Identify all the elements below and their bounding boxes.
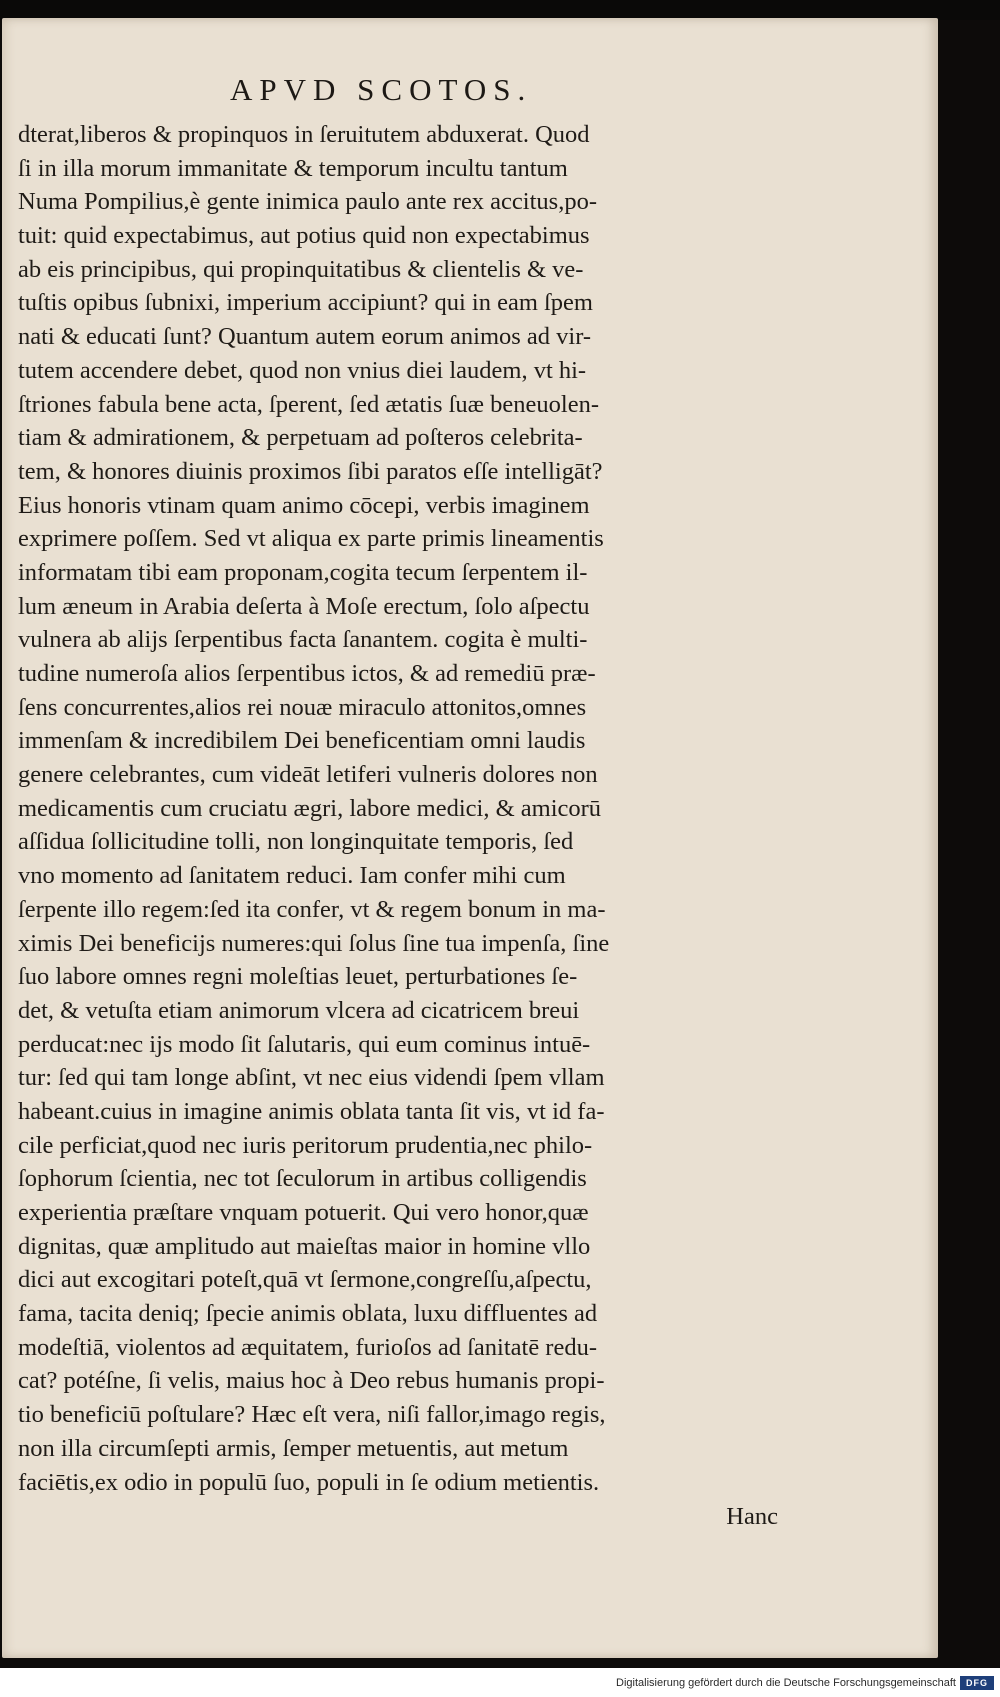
text-line: ximis Dei beneficijs numeres:qui ſolus ſine tua impenſa, ſine — [18, 929, 610, 957]
text-line: tutem accendere debet, quod non vnius diei laudem, vt hi- — [18, 356, 587, 384]
text-line: ab eis principibus, qui propinquitatibus & clientelis & ve- — [18, 255, 584, 283]
text-line: aſſidua ſollicitudine tolli, non longinquitate temporis, ſed — [18, 828, 574, 856]
text-line: tuit: quid expectabimus, aut potius quid non expectabimus — [18, 222, 590, 250]
text-line: dterat,liberos & propinquos in ſeruitutem abduxerat. Quod — [18, 121, 590, 148]
text-line: ſophorum ſcientia, nec tot ſeculorum in artibus colligendis — [18, 1165, 587, 1193]
text-line: tio beneficiū poſtulare? Hæc eſt vera, niſi fallor,imago regis, — [18, 1401, 606, 1429]
text-line: tem, & honores diuinis proximos ſibi paratos eſſe intelligāt? — [18, 457, 603, 485]
text-line: fama, tacita deniq; ſpecie animis oblata, luxu diffluentes ad — [18, 1300, 598, 1328]
page-body-text — [18, 118, 778, 1499]
text-line: Eius honoris vtinam quam animo cōcepi, verbis imaginem — [18, 491, 590, 519]
text-line: dici aut excogitari poteſt,quā vt ſermone,congreſſu,aſpectu, — [18, 1266, 592, 1294]
text-line: informatam tibi eam proponam,cogita tecum ſerpentem il- — [18, 558, 588, 586]
text-line: tiam & admirationem, & perpetuam ad poſteros celebrita- — [18, 424, 583, 452]
text-line: det, & vetuſta etiam animorum vlcera ad cicatricem breui — [18, 996, 580, 1024]
text-line: tur: ſed qui tam longe abſint, vt nec eius videndi ſpem vllam — [18, 1064, 605, 1092]
text-line: Numa Pompilius,è gente inimica paulo ante rex accitus,po- — [18, 188, 597, 216]
text-line: exprimere poſſem. Sed vt aliqua ex parte primis lineamentis — [18, 525, 604, 553]
dfg-logo-icon: DFG — [960, 1676, 994, 1690]
text-line: non illa circumſepti armis, ſemper metuentis, aut metum — [18, 1434, 569, 1462]
text-line: lum æneum in Arabia deſerta à Moſe erectum, ſolo aſpectu — [18, 592, 590, 620]
text-line: medicamentis cum cruciatu ægri, labore medici, & amicorū — [18, 794, 602, 822]
text-line: ſi in illa morum immanitate & temporum incultu tantum — [18, 154, 568, 182]
catchword: Hanc — [726, 1503, 778, 1530]
text-line: vno momento ad ſanitatem reduci. Iam confer mihi cum — [18, 862, 566, 890]
text-line: tuſtis opibus ſubnixi, imperium accipiunt? qui in eam ſpem — [18, 289, 593, 317]
text-line: ſens concurrentes,alios rei nouæ miraculo attonitos,omnes — [18, 693, 587, 721]
text-line: tudine numeroſa alios ſerpentibus ictos, & ad remediū præ- — [18, 660, 596, 687]
text-line: immenſam & incredibilem Dei beneficentiam omni laudis — [18, 727, 586, 755]
text-line: ſtriones fabula bene acta, ſperent, ſed ætatis ſuæ beneuolen- — [18, 390, 599, 418]
text-line: genere celebrantes, cum videāt letiferi vulneris dolores non — [18, 761, 598, 789]
text-line: ſuo labore omnes regni moleſtias leuet, perturbationes ſe- — [18, 963, 578, 991]
text-line: nati & educati ſunt? Quantum autem eorum animos ad vir- — [18, 323, 592, 351]
text-line: perducat:nec ijs modo ſit ſalutaris, qui eum cominus intuē- — [18, 1030, 591, 1058]
text-line: modeſtiā, violentos ad æquitatem, furioſos ad ſanitatē redu- — [18, 1333, 598, 1361]
text-line: ſerpente illo regem:ſed ita confer, vt & regem bonum in ma- — [18, 895, 606, 923]
text-line: cile perficiat,quod nec iuris peritorum prudentia,nec philo- — [18, 1131, 593, 1159]
scan-backdrop — [0, 0, 1000, 20]
text-line: dignitas, quæ amplitudo aut maieſtas maior in homine vllo — [18, 1232, 591, 1260]
text-line: habeant.cuius in imagine animis oblata tanta ſit vis, vt id fa- — [18, 1097, 605, 1125]
text-line: cat? potéſne, ſi velis, maius hoc à Deo rebus humanis propi- — [18, 1367, 605, 1395]
running-title: APVD SCOTOS. — [230, 72, 533, 107]
text-line: vulnera ab alijs ſerpentibus facta ſanantem. cogita è multi- — [18, 626, 588, 654]
digitization-credit: Digitalisierung gefördert durch die Deutsche Forschungsgemeinschaft — [616, 1677, 956, 1689]
text-line: faciētis,ex odio in populū ſuo, populi in ſe odium metientis. — [18, 1468, 600, 1496]
text-line: experientia præſtare vnquam potuerit. Qui vero honor,quæ — [18, 1199, 589, 1226]
